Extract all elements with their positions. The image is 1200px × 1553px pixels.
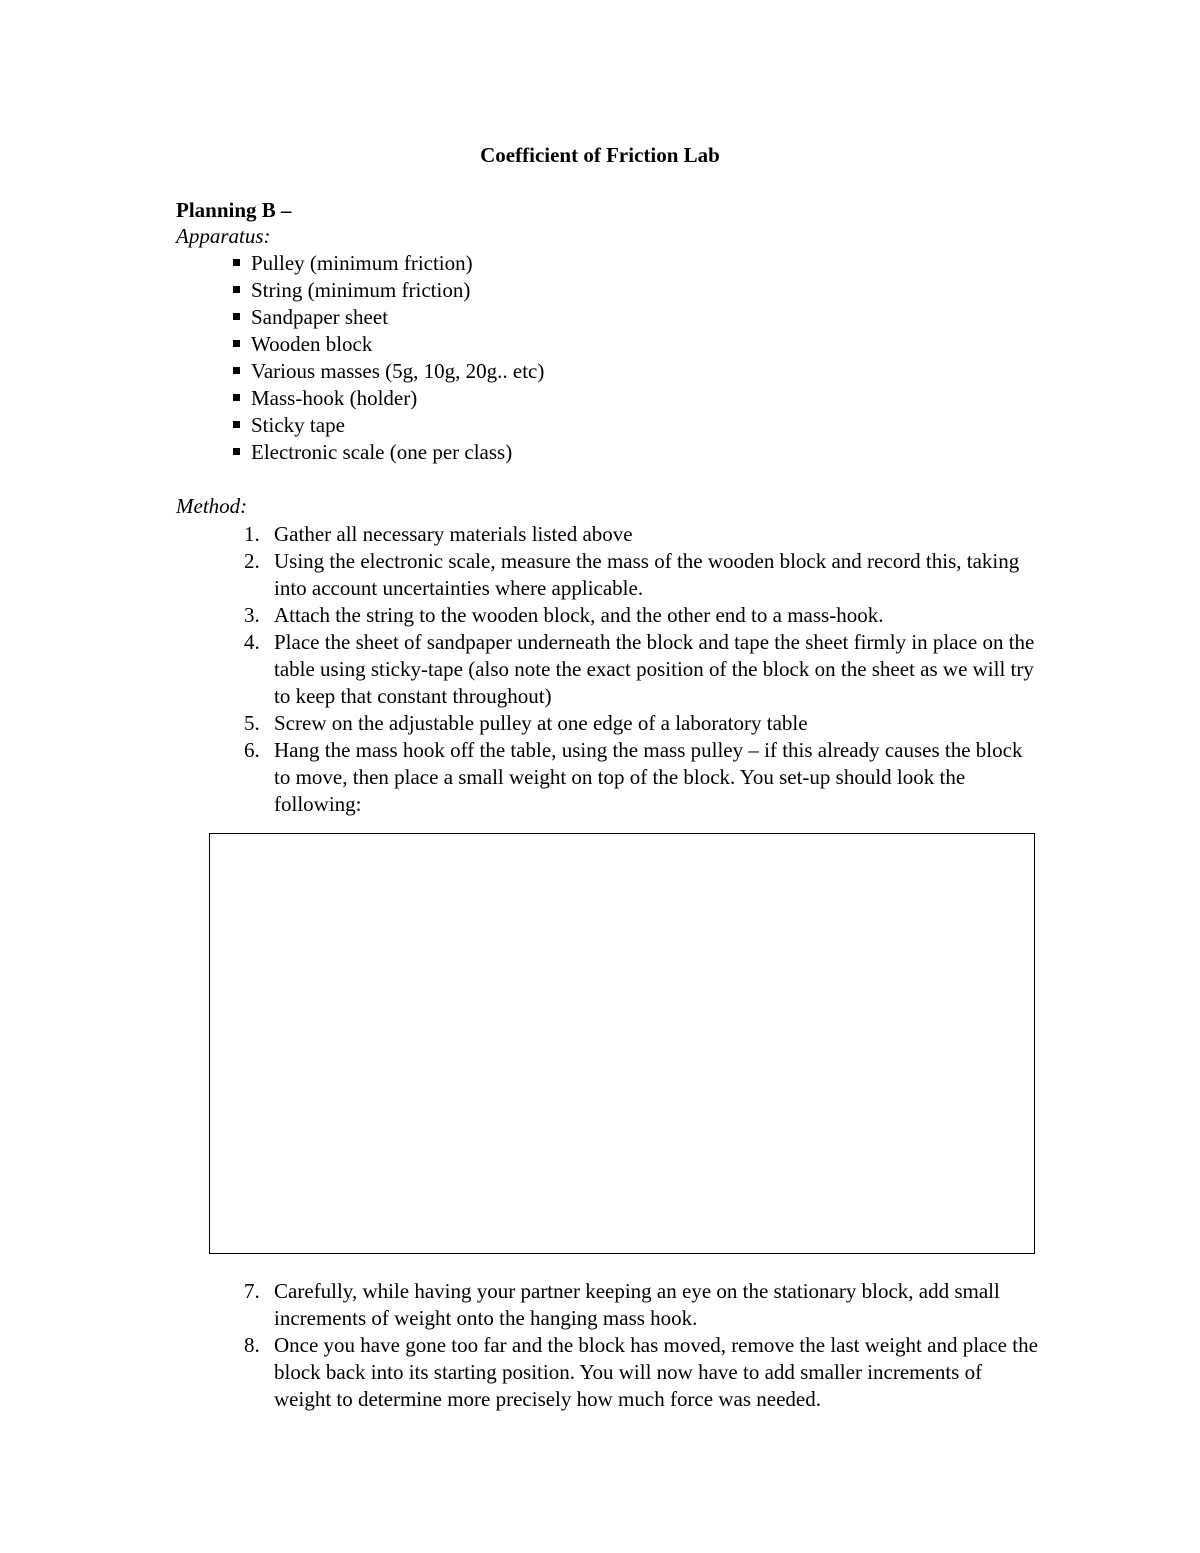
square-bullet-icon [233,286,240,293]
apparatus-item-text: Electronic scale (one per class) [251,440,513,464]
apparatus-item [230,331,544,358]
apparatus-item [230,250,544,277]
method-steps-list-continued [244,1278,1044,1413]
step-number: 6. [244,738,260,762]
step-text: Gather all necessary materials listed above [274,522,633,546]
apparatus-item [230,385,544,412]
step-text: Carefully, while having your partner keeping an eye on the stationary block, add small increments of weight onto the hanging mass hook. [274,1279,1000,1330]
step-text: Once you have gone too far and the block has moved, remove the last weight and place the block back into its starting position. You will now have to add smaller increments of weight to determine more precisely how much force was needed. [274,1333,1038,1411]
square-bullet-icon [233,421,240,428]
square-bullet-icon [233,448,240,455]
step-text: Screw on the adjustable pulley at one edge of a laboratory table [274,711,808,735]
step-number: 3. [244,603,260,627]
method-step [244,737,1044,818]
method-step [244,521,1044,548]
apparatus-item-text: Mass-hook (holder) [251,386,418,410]
apparatus-item [230,304,544,331]
method-step [244,602,1044,629]
step-text: Using the electronic scale, measure the mass of the wooden block and record this, taking into account uncertainties where applicable. [274,549,1020,600]
apparatus-item [230,439,544,466]
method-step [244,548,1044,602]
apparatus-item-text: String (minimum friction) [251,278,471,302]
step-text: Place the sheet of sandpaper underneath the block and tape the sheet firmly in place on the table using sticky-tape (also note the exact position of the block on the sheet as we will try to keep that constant throughout) [274,630,1035,708]
apparatus-item-text: Wooden block [251,332,373,356]
method-step [244,1332,1044,1413]
square-bullet-icon [233,367,240,374]
apparatus-list [230,250,544,466]
step-number: 2. [244,549,260,573]
square-bullet-icon [233,259,240,266]
setup-diagram-placeholder [209,833,1035,1254]
apparatus-item [230,412,544,439]
method-label: Method: [176,494,248,518]
step-number: 8. [244,1333,260,1357]
step-text: Attach the string to the wooden block, and the other end to a mass-hook. [274,603,884,627]
method-step [244,1278,1044,1332]
step-number: 7. [244,1279,260,1303]
method-step [244,710,1044,737]
apparatus-item-text: Various masses (5g, 10g, 20g.. etc) [251,359,545,383]
step-number: 5. [244,711,260,735]
square-bullet-icon [233,340,240,347]
apparatus-item [230,277,544,304]
step-text: Hang the mass hook off the table, using the mass pulley – if this already causes the block to move, then place a small weight on top of the block. You set-up should look the following: [274,738,1023,816]
apparatus-item-text: Pulley (minimum friction) [251,251,473,275]
apparatus-label: Apparatus: [176,224,271,248]
step-number: 1. [244,522,260,546]
square-bullet-icon [233,313,240,320]
apparatus-item-text: Sticky tape [251,413,345,437]
square-bullet-icon [233,394,240,401]
step-number: 4. [244,630,260,654]
apparatus-item-text: Sandpaper sheet [251,305,389,329]
document-title: Coefficient of Friction Lab [480,143,720,167]
method-step [244,629,1044,710]
section-heading: Planning B – [176,198,292,222]
method-steps-list [244,521,1044,818]
apparatus-item [230,358,544,385]
